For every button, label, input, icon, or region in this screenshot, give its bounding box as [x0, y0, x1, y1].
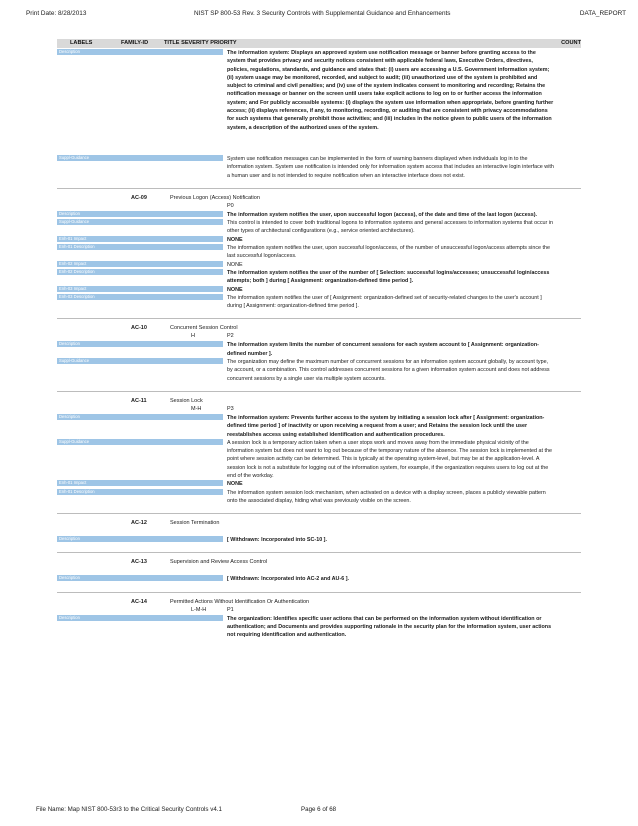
control-id: AC-09 [131, 194, 147, 201]
control-row [57, 480, 581, 488]
control-heading [57, 398, 581, 406]
control-id: AC-11 [131, 397, 147, 404]
row-label: Enh-02 Impact [57, 261, 223, 267]
control-title: Previous Logon (Access) Notification [170, 194, 260, 201]
row-text: [ Withdrawn: Incorporated into AC-2 and AU-6 ]. [227, 576, 350, 583]
row-text: NONE [227, 261, 243, 268]
control-row [57, 211, 581, 219]
control-row [57, 489, 581, 506]
row-text: NONE [227, 481, 243, 488]
control-priority: P2 [227, 333, 234, 340]
controls-list [57, 180, 581, 640]
control-priority: P1 [227, 606, 234, 613]
control-id: AC-13 [131, 559, 147, 566]
row-label: Enh-01 Impact [57, 236, 223, 242]
control-row [57, 341, 581, 358]
control-priority: P3 [227, 405, 234, 412]
row-text: This control is intended to cover both traditional logons to information systems and general accesses to information systems that occur in other types of architectural configurations (e.g., service oriented architectures). [227, 220, 553, 235]
row-label: Description [57, 414, 223, 420]
control-separator [57, 391, 581, 398]
control-row [57, 286, 581, 294]
control-severity: L-M-H [191, 606, 207, 613]
control-title: Permitted Actions Without Identification Or Authentication [170, 598, 310, 605]
column-header-bar [57, 39, 581, 48]
control-row [57, 575, 581, 583]
control-heading [57, 195, 581, 203]
row-text: A session lock is a temporary action taken when a user stops work and moves away from the immediate physical vicinity of the information system but does not want to log out because of the temporary nature of the absence. The session lock is implemented at the point where session activity can be determined. This is typically at the operating system-level, but may be at the application-level. A session lock is not a substitute for logging out of the information system, for example, if the organization requires users to log out at the end of the workday. [227, 439, 553, 479]
control-title: Supervision and Review Access Control [170, 559, 268, 566]
control-row [57, 536, 581, 544]
row-text: The information system session lock mechanism, when activated on a device with a display screen, places a publicly viewable pattern onto the associated display, hiding what was previously visible on the screen. [227, 489, 546, 504]
guidance-row [57, 155, 581, 180]
control-row [57, 244, 581, 261]
severity-priority-row [57, 406, 581, 414]
control-separator [57, 318, 581, 325]
row-text: The information system: Prevents further access to the system by initiating a session lock after [ Assignment: organization-defined time period ] of inactivity or upon receiving a request from a user; and Retains the session lock until the user reestablishes access using established identification and authentication procedures. [227, 414, 545, 438]
report-type: DATA_REPORT [579, 10, 626, 17]
control-separator [57, 592, 581, 599]
row-label: Description [57, 211, 223, 217]
column-count: COUNT [561, 40, 581, 46]
row-label: Enh-02 Description [57, 269, 223, 275]
severity-priority-row [57, 333, 581, 341]
row-text: The information system notifies the user of [ Assignment: organization-defined set of security-related changes to the user's account ] during [ Assignment: organization-defined time period ]. [227, 294, 542, 310]
control-separator [57, 188, 581, 195]
report-title: NIST SP 800-53 Rev. 3 Security Controls with Supplemental Guidance and Enhancements [194, 10, 451, 17]
control-row [57, 615, 581, 640]
control-row [57, 236, 581, 244]
control-row [57, 294, 581, 311]
row-label: Suppl-Guidance [57, 439, 223, 445]
row-text: System use notification messages can be implemented in the form of warning banners displayed when individuals log in to the information system. System use notification is intended only for information system access that includes an interactive login interface with a human user and is not intended to require notification when an interactive interface does not exist. [227, 155, 554, 179]
page-header [26, 10, 626, 22]
control-heading [57, 325, 581, 333]
severity-priority-row [57, 528, 581, 536]
control-title: Session Lock [170, 397, 203, 404]
control-heading [57, 559, 581, 567]
row-text: The information system notifies the user, upon successful logon/access, of the number of unsuccessful logon/access attempts since the last successful logon/access. [227, 245, 551, 260]
row-text: The information system limits the number of concurrent sessions for each system account to [ Assignment: organization-defined number ]. [227, 342, 539, 357]
file-name: File Name: Map NIST 800-53r3 to the Critical Security Controls v4.1 [36, 806, 222, 813]
control-heading [57, 520, 581, 528]
row-text: NONE [227, 286, 243, 293]
description-row [57, 49, 581, 132]
control-separator [57, 552, 581, 559]
control-priority: P0 [227, 202, 234, 209]
severity-priority-row [57, 567, 581, 575]
control-row [57, 439, 581, 480]
control-title: Concurrent Session Control [170, 325, 238, 332]
column-title-severity-priority: TITLE SEVERITY PRIORITY [164, 40, 237, 46]
control-id: AC-12 [131, 520, 147, 527]
print-date: Print Date: 8/28/2013 [26, 10, 87, 17]
control-separator [57, 513, 581, 520]
row-label: Suppl-Guidance [57, 155, 223, 161]
control-severity: H [191, 333, 195, 340]
report-content [57, 49, 581, 640]
row-text: NONE [227, 236, 243, 243]
row-label: Enh-01 Description [57, 244, 223, 250]
row-label: Enh-03 Description [57, 294, 223, 300]
row-label: Description [57, 575, 223, 581]
row-text: The organization: Identifies specific user actions that can be performed on the information system without identification or authentication; and Documents and provides supporting rationale in the security plan for the information system, user actions not requiring identification and authentication. [227, 615, 552, 639]
column-family-id: FAMILY-ID [121, 40, 149, 46]
row-label: Enh-01 Impact [57, 480, 223, 486]
control-row [57, 414, 581, 439]
control-row [57, 358, 581, 383]
severity-priority-row [57, 607, 581, 615]
control-id: AC-14 [131, 598, 147, 605]
control-severity: M-H [191, 405, 202, 412]
row-text: The organization may define the maximum number of concurrent sessions for an information system account globally, by account type, by account, or a combination. This control addresses concurrent sessions for a given information system account and does not address concurrent sessions by a single user via multiple system accounts. [227, 359, 550, 382]
row-label: Description [57, 615, 223, 621]
control-row [57, 269, 581, 286]
page-number: Page 6 of 68 [301, 806, 337, 813]
row-label: Description [57, 536, 223, 542]
control-title: Session Termination [170, 520, 220, 527]
row-text: The information system notifies the user of the number of [ Selection: successful logins/accesses; unsuccessful login/access attempts; both ] during [ Assignment: organization-defined time period ]. [227, 269, 550, 285]
row-label: Suppl-Guidance [57, 219, 223, 225]
row-text: [ Withdrawn: Incorporated into SC-10 ]. [227, 537, 327, 544]
row-label: Description [57, 341, 223, 347]
control-id: AC-10 [131, 325, 147, 332]
row-label: Enh-01 Description [57, 489, 223, 495]
control-row [57, 261, 581, 269]
row-text: The information system notifies the user, upon successful logon (access), of the date and time of the last logon (access). [227, 211, 538, 218]
row-text: The information system: Displays an approved system use notification message or banner before granting access to the system that provides privacy and security notices consistent with applicable federal laws, Executive Orders, directives, policies, regulations, standards, and guidance and states that: (i) users are accessing a U.S. Government information system; (ii) system usage may be monitored, recorded, and subject to audit; (iii) unauthorized use of the system is prohibited and subject to criminal and civil penalties; and (iv) use of the system indicates consent to monitoring and recording; Retains the notification message or banner on the screen until users take explicit actions to log on to or further access the information system; and For publicly accessible systems: (i) displays the system use information when appropriate, before granting further access; (ii) displays references, if any, to monitoring, recording, or auditing that are consistent with privacy accommodations for such systems that generally prohibit those activities; and (iii) includes in the notice given to public users of the information system, a description of the authorized uses of the system. [227, 50, 554, 131]
severity-priority-row [57, 203, 581, 211]
row-label: Suppl-Guidance [57, 358, 223, 364]
row-label: Description [57, 49, 223, 55]
row-label: Enh-03 Impact [57, 286, 223, 292]
column-labels: LABELS [70, 40, 93, 46]
control-heading [57, 599, 581, 607]
control-row [57, 219, 581, 236]
